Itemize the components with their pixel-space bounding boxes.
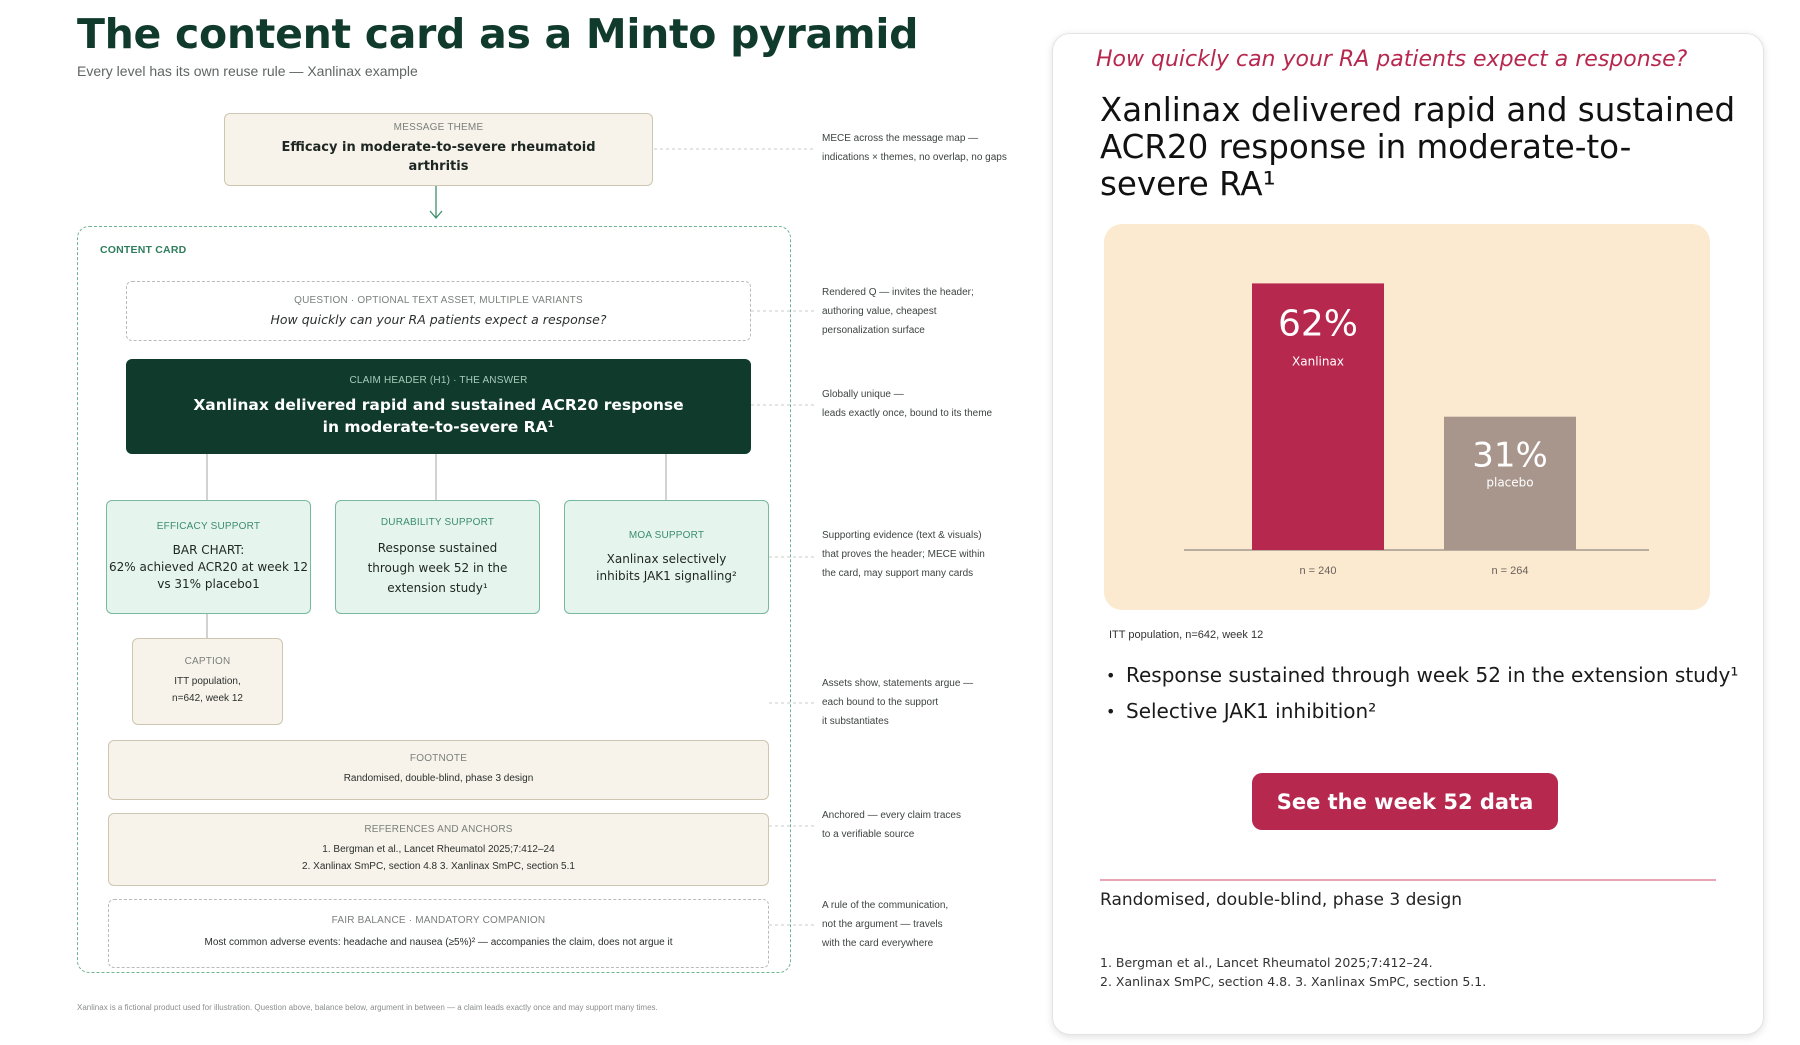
preview-bar-chart bbox=[1104, 224, 1710, 610]
preview-claim-header: Xanlinax delivered rapid and sustained ACR20 response in moderate-to-severe RA¹ bbox=[1100, 91, 1736, 203]
preview-question: How quickly can your RA patients expect a response? bbox=[1096, 47, 1688, 72]
note-header: Globally unique — leads exactly once, bound to its theme bbox=[822, 389, 993, 419]
bar-value-label: 31% bbox=[1472, 435, 1548, 476]
efficacy-support-box bbox=[106, 500, 311, 614]
caption-text: ITT population, n=642, week 12 bbox=[172, 675, 243, 704]
preview-bullet-list bbox=[1106, 663, 1738, 735]
message-theme-box bbox=[224, 113, 653, 186]
preview-reference-line-1: 1. Bergman et al., Lancet Rheumatol 2025;7:412–24. bbox=[1100, 955, 1433, 970]
message-theme-kicker: MESSAGE THEME bbox=[393, 122, 484, 134]
preview-bullet-moa: • Selective JAK1 inhibition² bbox=[1106, 699, 1738, 723]
fair-balance-box bbox=[108, 899, 769, 968]
footnote-text: Randomised, double-blind, phase 3 design bbox=[343, 772, 534, 784]
reference-line-2: 2. Xanlinax SmPC, section 4.8 3. Xanlinax SmPC, section 5.1 bbox=[302, 861, 575, 872]
bar-category-label: Xanlinax bbox=[1292, 354, 1344, 369]
preview-reference-line-2: 2. Xanlinax SmPC, section 4.8. 3. Xanlinax SmPC, section 5.1. bbox=[1100, 974, 1487, 989]
moa-support-box bbox=[564, 500, 769, 614]
content-card-label: CONTENT CARD bbox=[100, 244, 187, 256]
preview-references bbox=[1100, 953, 1486, 991]
caption-kicker: CAPTION bbox=[184, 655, 231, 667]
note-question: Rendered Q — invites the header; authoring value, cheapest personalization surface bbox=[822, 287, 974, 336]
see-week-52-data-button[interactable]: See the week 52 data bbox=[1252, 773, 1558, 830]
page-title: The content card as a Minto pyramid bbox=[77, 10, 919, 58]
efficacy-support-text: BAR CHART: 62% achieved ACR20 at week 12 vs 31% placebo1 bbox=[109, 543, 308, 591]
references-box bbox=[108, 813, 769, 886]
question-kicker: QUESTION · OPTIONAL TEXT ASSET, MULTIPLE VARIANTS bbox=[294, 295, 583, 306]
reference-line-1: 1. Bergman et al., Lancet Rheumatol 2025;7:412–24 bbox=[322, 843, 555, 855]
bar-value-label: 62% bbox=[1277, 303, 1359, 345]
caption-box bbox=[132, 638, 283, 725]
claim-header-line-1: Xanlinax delivered rapid and sustained ACR20 response bbox=[193, 396, 684, 414]
note-anchored: Anchored — every claim traces to a verifiable source bbox=[822, 810, 961, 840]
claim-header-kicker: CLAIM HEADER (H1) · THE ANSWER bbox=[349, 375, 528, 386]
claim-header-box bbox=[126, 359, 751, 454]
preview-chart-caption: ITT population, n=642, week 12 bbox=[1109, 629, 1264, 641]
footnote-box bbox=[108, 740, 769, 800]
fair-balance-kicker: FAIR BALANCE · MANDATORY COMPANION bbox=[331, 915, 546, 927]
footnote-kicker: FOOTNOTE bbox=[409, 752, 468, 764]
preview-footnote: Randomised, double-blind, phase 3 design bbox=[1100, 890, 1463, 910]
references-kicker: REFERENCES AND ANCHORS bbox=[364, 823, 513, 835]
durability-support-box bbox=[335, 500, 540, 614]
claim-header-line-2: in moderate-to-severe RA¹ bbox=[322, 418, 555, 436]
note-theme: MECE across the message map — indications × themes, no overlap, no gaps bbox=[822, 133, 1007, 163]
question-text: How quickly can your RA patients expect a response? bbox=[270, 312, 607, 327]
efficacy-support-kicker: EFFICACY SUPPORT bbox=[156, 521, 261, 532]
footer-note: Xanlinax is a fictional product used for illustration. Question above, balance below, argument in between — a claim leads exactly once and may support many times. bbox=[77, 1003, 658, 1012]
durability-support-kicker: DURABILITY SUPPORT bbox=[380, 516, 495, 528]
bar-chart-svg bbox=[1104, 224, 1710, 610]
page-subtitle: Every level has its own reuse rule — Xanlinax example bbox=[77, 63, 418, 79]
durability-support-text: Response sustained through week 52 in the extension study¹ bbox=[367, 540, 508, 595]
fair-balance-text: Most common adverse events: headache and nausea (≥5%)² — accompanies the claim, does not argue it bbox=[204, 937, 673, 949]
note-assets: Assets show, statements argue — each bound to the support it substantiates bbox=[822, 678, 974, 727]
preview-bullet-durability: • Response sustained through week 52 in the extension study¹ bbox=[1106, 663, 1738, 687]
message-theme-text: Efficacy in moderate-to-severe rheumatoid arthritis bbox=[281, 140, 596, 174]
preview-divider bbox=[1100, 879, 1716, 881]
question-box bbox=[126, 281, 751, 341]
bar-category-label: placebo bbox=[1486, 475, 1534, 490]
moa-support-text: Xanlinax selectively inhibits JAK1 signalling² bbox=[596, 551, 737, 583]
moa-support-kicker: MOA SUPPORT bbox=[628, 529, 705, 541]
note-fair-balance: A rule of the communication, not the argument — travels with the card everywhere bbox=[822, 900, 949, 949]
bar-n-label: n = 240 bbox=[1299, 565, 1337, 577]
bar-n-label: n = 264 bbox=[1491, 565, 1529, 577]
note-supports: Supporting evidence (text & visuals) that proves the header; MECE within the card, may support many cards bbox=[822, 530, 985, 579]
